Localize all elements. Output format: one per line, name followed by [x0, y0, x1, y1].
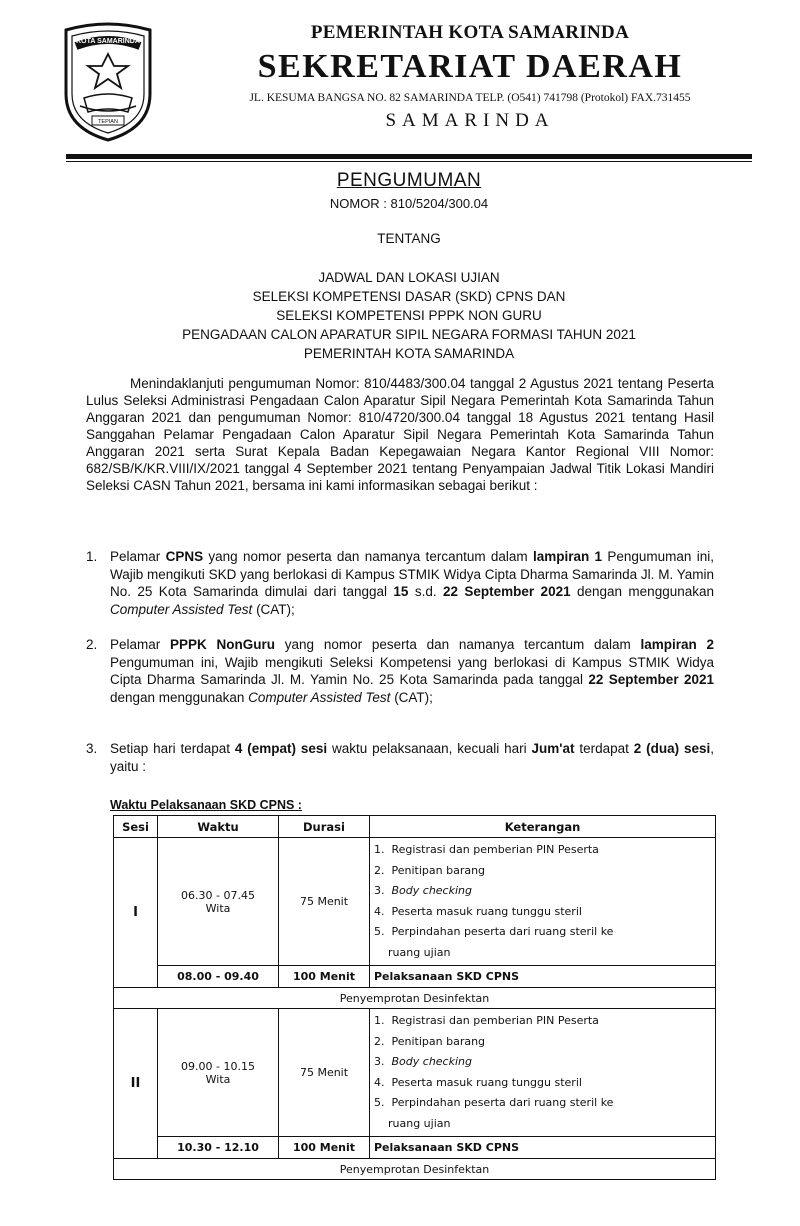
- table-caption: [110, 798, 302, 812]
- list-text: Penitipan barang: [391, 1034, 486, 1048]
- list-text: Peserta masuk ruang tunggu steril: [391, 904, 582, 918]
- list-text: Registrasi dan pemberian PIN Peserta: [391, 843, 599, 856]
- table-row: [114, 1009, 716, 1137]
- list-item-cpns: [86, 548, 714, 618]
- exec-keterangan: Pelaksanaan SKD CPNS: [370, 966, 716, 988]
- list-item-sesi: [86, 740, 714, 775]
- letterhead-address: JL. KESUMA BANGSA NO. 82 SAMARINDA TELP. (O541) 741798 (Protokol) FAX.731455: [249, 92, 691, 104]
- text-run: Pelamar: [110, 637, 171, 652]
- waktu-range: 09.00 - 10.15: [181, 1059, 255, 1073]
- waktu-zone: Wita: [205, 901, 231, 915]
- list-item: [374, 902, 711, 923]
- item-number: 3.: [86, 741, 98, 756]
- text-run: , yaitu :: [110, 741, 714, 774]
- document-subject: [66, 268, 752, 363]
- item-text: [110, 636, 714, 706]
- text-run: s.d.: [408, 584, 443, 599]
- text-run: waktu pelaksanaan, kecuali hari: [327, 741, 532, 756]
- table-row: [114, 966, 716, 988]
- table-header-row: [114, 816, 716, 838]
- list-text: Peserta masuk ruang tunggu steril: [391, 1075, 582, 1089]
- text-run-bold: 22 September 2021: [442, 584, 571, 599]
- exec-waktu: 10.30 - 12.10: [158, 1137, 279, 1159]
- intro-text: Menindaklanjuti pengumuman Nomor: 810/4483/300.04 tanggal 2 Agustus 2021 tentang Peserta Lulus Seleksi Administrasi Pengadaan Calon Aparatur Sipil Negara Pemerintah Kota Samarinda Tahun Anggaran 2021 dan pengumuman Nomor: 810/4720/300.04 tanggal 18 Agustus 2021 tentang Hasil Sanggahan Pelamar Pengadaan Calon Aparatur Sipil Negara Pemerintah Kota Samarinda Tahun Anggaran 2021 serta Surat Kepala Badan Kepegawaian Negara Kantor Regional VIII Nomor: 682/SB/K/KR.VIII/IX/2021 tanggal 4 September 2021 tentang Penyampaian Jadwal Titik Lokasi Mandiri Seleksi CASN Tahun 2021, bersama ini kami informasikan sebagai berikut :: [86, 376, 714, 493]
- list-text: ruang ujian: [388, 1116, 451, 1130]
- subject-line: JADWAL DAN LOKASI UJIAN: [318, 270, 500, 285]
- item-text: [110, 740, 714, 775]
- text-run-italic: Computer Assisted Test: [248, 689, 391, 705]
- list-item: [374, 861, 711, 882]
- text-run: yang nomor peserta dan namanya tercantum dalam: [275, 637, 641, 652]
- sesi-durasi: 75 Menit: [279, 1009, 370, 1137]
- table-row: [114, 838, 716, 966]
- schedule-table: [113, 815, 716, 1180]
- logo-text: KOTA SAMARINDA: [76, 38, 140, 45]
- item-number: 2.: [86, 637, 98, 652]
- list-text: ruang ujian: [388, 945, 451, 959]
- list-text: Registrasi dan pemberian PIN Peserta: [391, 1014, 599, 1027]
- sesi-number: I: [114, 838, 158, 988]
- list-text: Body checking: [391, 884, 472, 897]
- list-item-continuation: [374, 1114, 711, 1135]
- text-run-bold: lampiran 1: [532, 549, 603, 564]
- list-item-continuation: [374, 943, 711, 964]
- list-number: 2.: [374, 863, 385, 877]
- list-item: [374, 922, 711, 943]
- document-title: PENGUMUMAN: [336, 170, 482, 191]
- exec-durasi: 100 Menit: [279, 1137, 370, 1159]
- text-run-bold: CPNS: [165, 549, 204, 564]
- table-caption-text: Waktu Pelaksanaan SKD CPNS :: [110, 798, 302, 812]
- header-durasi: Durasi: [279, 816, 370, 838]
- item-text: [110, 548, 714, 618]
- text-run: terdapat: [574, 741, 634, 756]
- list-item: [374, 1093, 711, 1114]
- list-number: 5.: [374, 1096, 385, 1109]
- text-run: Pengumuman ini, Wajib mengikuti SKD yang berlokasi di Kampus STMIK Widya Cipta Dharma Samarinda Jl. M. Yamin No. 25 Kota Samarinda dimulai dari tanggal: [110, 549, 715, 599]
- table-row: [114, 1137, 716, 1159]
- sesi-waktu: [158, 838, 279, 966]
- intro-paragraph: [86, 375, 714, 494]
- letterhead-office: SEKRETARIAT DAERAH: [257, 48, 683, 85]
- list-number: 4.: [374, 904, 385, 918]
- text-run: Setiap hari terdapat: [110, 741, 235, 756]
- list-item: [374, 840, 711, 861]
- subject-line: PENGADAAN CALON APARATUR SIPIL NEGARA FORMASI TAHUN 2021: [182, 327, 636, 342]
- text-run: dengan menggunakan: [570, 584, 714, 599]
- list-number: 2.: [374, 1034, 385, 1048]
- table-row: [114, 988, 716, 1009]
- text-run-italic: Computer Assisted Test: [110, 601, 253, 617]
- spray-row: Penyemprotan Desinfektan: [114, 1159, 716, 1180]
- list-number: 1.: [374, 1014, 385, 1027]
- sesi-waktu: [158, 1009, 279, 1137]
- text-run-bold: 2 (dua) sesi: [633, 741, 711, 756]
- samarinda-emblem-logo: [58, 16, 158, 144]
- sesi-durasi: 75 Menit: [279, 838, 370, 966]
- list-item: [374, 1073, 711, 1094]
- text-run-bold: 22 September 2021: [588, 672, 714, 687]
- text-run: (CAT);: [390, 689, 433, 705]
- subject-line: SELEKSI KOMPETENSI DASAR (SKD) CPNS DAN: [252, 289, 566, 304]
- list-number: 1.: [374, 843, 385, 856]
- letterhead-government: PEMERINTAH KOTA SAMARINDA: [310, 22, 630, 43]
- text-run-bold: 15: [393, 584, 409, 599]
- list-item: [374, 1032, 711, 1053]
- sesi-keterangan: [370, 1009, 716, 1137]
- document-number: NOMOR : 810/5204/300.04: [329, 196, 489, 211]
- letterhead-divider-thin: [66, 161, 752, 162]
- list-item: [374, 881, 711, 902]
- list-item: [374, 1052, 711, 1073]
- text-run: Pengumuman ini, Wajib mengikuti Seleksi Kompetensi yang berlokasi di Kampus STMIK Widya Cipta Dharma Samarinda Jl. M. Yamin No. 25 Kota Samarinda pada tanggal: [110, 654, 714, 687]
- exec-durasi: 100 Menit: [279, 966, 370, 988]
- sesi-keterangan: [370, 838, 716, 966]
- exec-waktu: 08.00 - 09.40: [158, 966, 279, 988]
- document-tentang: TENTANG: [377, 231, 441, 246]
- text-run: Pelamar: [110, 549, 166, 564]
- exec-keterangan: Pelaksanaan SKD CPNS: [370, 1137, 716, 1159]
- text-run-bold: 4 (empat) sesi: [234, 741, 328, 756]
- list-text: Body checking: [391, 1055, 472, 1068]
- waktu-range: 06.30 - 07.45: [181, 888, 255, 902]
- text-run: dengan menggunakan: [110, 689, 249, 705]
- table-row: [114, 1159, 716, 1180]
- list-number: 3.: [374, 1055, 385, 1068]
- waktu-zone: Wita: [205, 1072, 231, 1086]
- spray-row: Penyemprotan Desinfektan: [114, 988, 716, 1009]
- logo-ribbon-text: TEPIAN: [98, 119, 118, 125]
- list-number: 5.: [374, 925, 385, 938]
- list-item-pppk: [86, 636, 714, 706]
- list-text: Perpindahan peserta dari ruang steril ke: [391, 1096, 614, 1109]
- text-run: yang nomor peserta dan namanya tercantum dalam: [203, 549, 533, 564]
- letterhead-city: SAMARINDA: [385, 110, 555, 131]
- list-number: 3.: [374, 884, 385, 897]
- header-keterangan: Keterangan: [370, 816, 716, 838]
- header-sesi: Sesi: [114, 816, 158, 838]
- text-run-bold: PPPK NonGuru: [170, 637, 276, 652]
- header-waktu: Waktu: [158, 816, 279, 838]
- subject-line: PEMERINTAH KOTA SAMARINDA: [303, 346, 515, 361]
- list-text: Perpindahan peserta dari ruang steril ke: [391, 925, 614, 938]
- list-number: 4.: [374, 1075, 385, 1089]
- subject-line: SELEKSI KOMPETENSI PPPK NON GURU: [276, 308, 542, 323]
- list-item: [374, 1011, 711, 1032]
- list-text: Penitipan barang: [391, 863, 486, 877]
- item-number: 1.: [86, 549, 98, 564]
- letterhead-divider-thick: [66, 154, 752, 159]
- text-run-bold: Jum'at: [531, 741, 575, 756]
- text-run: (CAT);: [252, 601, 295, 617]
- text-run-bold: lampiran 2: [640, 637, 714, 652]
- sesi-number: II: [114, 1009, 158, 1159]
